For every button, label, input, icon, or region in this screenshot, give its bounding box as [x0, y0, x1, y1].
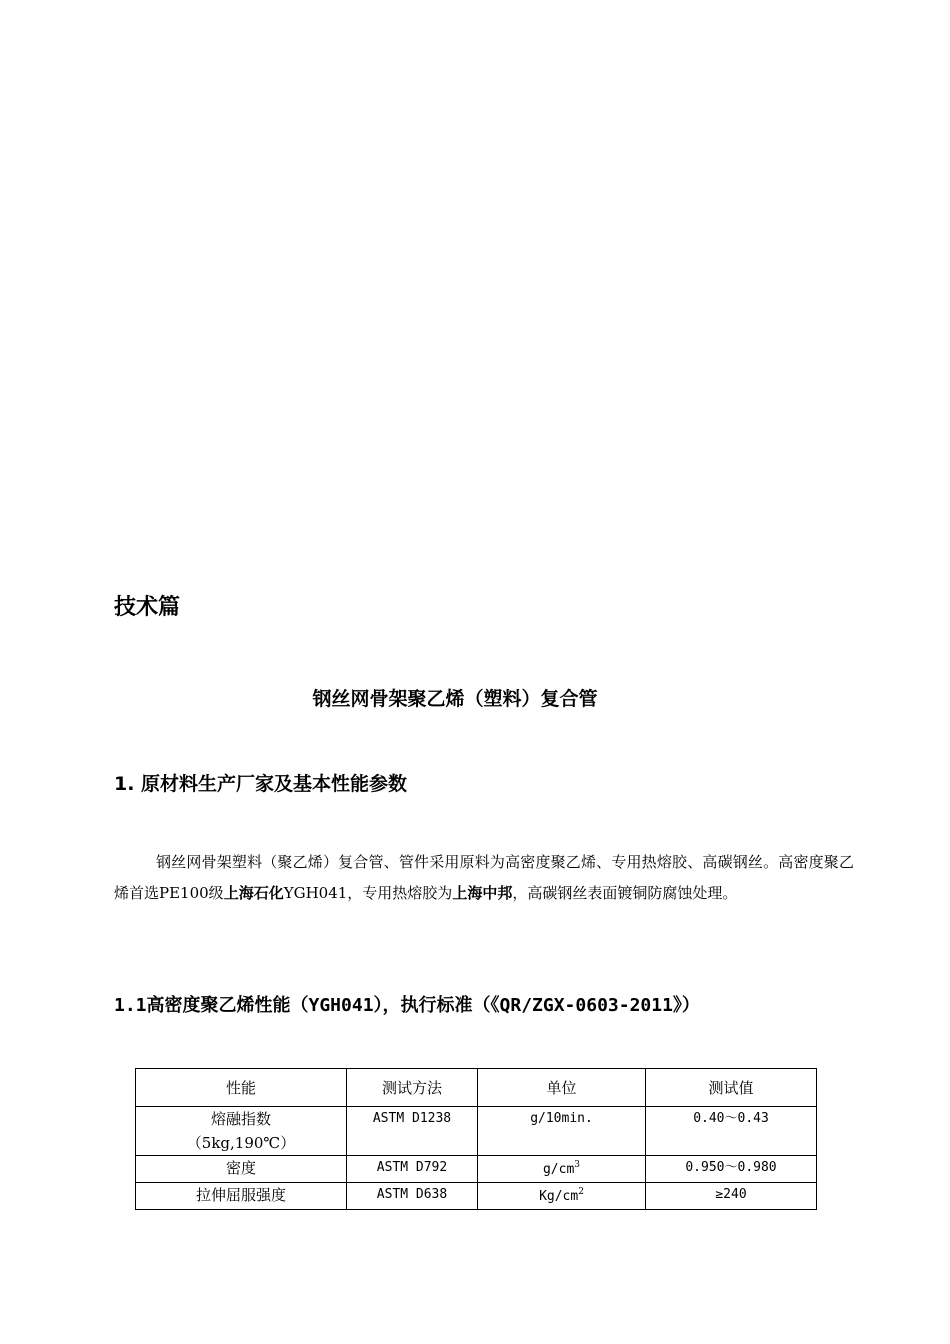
- value-cell: 0.40～0.43: [646, 1107, 817, 1156]
- paragraph-text-2: YGH041，专用热熔胶为: [283, 884, 453, 902]
- property-condition: （5kg,190℃）: [186, 1134, 296, 1152]
- table-header-cell: 测试方法: [347, 1069, 478, 1107]
- table-row: [136, 1183, 817, 1210]
- method-cell: ASTM D1238: [347, 1107, 478, 1156]
- paragraph-text-3: ，高碳钢丝表面镀铜防腐蚀处理。: [512, 884, 738, 902]
- value-cell: ≥240: [646, 1183, 817, 1210]
- property-cell: 密度: [136, 1156, 347, 1183]
- property-cell: 拉伸屈服强度: [136, 1183, 347, 1210]
- heading-raw-materials: 1. 原材料生产厂家及基本性能参数: [114, 773, 408, 795]
- unit-text: Kg/cm: [539, 1189, 579, 1204]
- paragraph-bold-supplier-2: 上海中邦: [452, 884, 513, 902]
- method-cell: ASTM D792: [347, 1156, 478, 1183]
- table-row: [136, 1156, 817, 1183]
- table-row: [136, 1107, 817, 1156]
- materials-paragraph: [114, 847, 854, 909]
- heading-hdpe-properties: 1.1高密度聚乙烯性能（YGH041），执行标准（《QR/ZGX-0603-2011》）: [114, 995, 700, 1016]
- document-title: 钢丝网骨架聚乙烯（塑料）复合管: [312, 688, 598, 710]
- table-header-cell: 性能: [136, 1069, 347, 1107]
- table-header-cell: 单位: [478, 1069, 646, 1107]
- unit-cell: g/10min.: [478, 1107, 646, 1156]
- value-cell: 0.950～0.980: [646, 1156, 817, 1183]
- unit-text: g/cm: [542, 1162, 575, 1177]
- table-header-row: [136, 1069, 817, 1107]
- table-header-cell: 测试值: [646, 1069, 817, 1107]
- unit-superscript: 3: [574, 1160, 581, 1170]
- method-cell: ASTM D638: [347, 1183, 478, 1210]
- unit-superscript: 2: [578, 1187, 584, 1197]
- unit-cell: [478, 1183, 646, 1210]
- unit-cell: [478, 1156, 646, 1183]
- properties-table: [135, 1068, 817, 1210]
- property-name: 熔融指数: [210, 1110, 271, 1128]
- paragraph-bold-supplier-1: 上海石化: [223, 884, 284, 902]
- paragraph-text-1: 钢丝网骨架塑料（聚乙烯）复合管、管件采用原料为高密度聚乙烯、专用热熔胶、高碳钢丝。高密度聚乙烯首选PE100级: [114, 853, 854, 902]
- property-cell: [136, 1107, 347, 1156]
- section-title: 技术篇: [114, 595, 181, 620]
